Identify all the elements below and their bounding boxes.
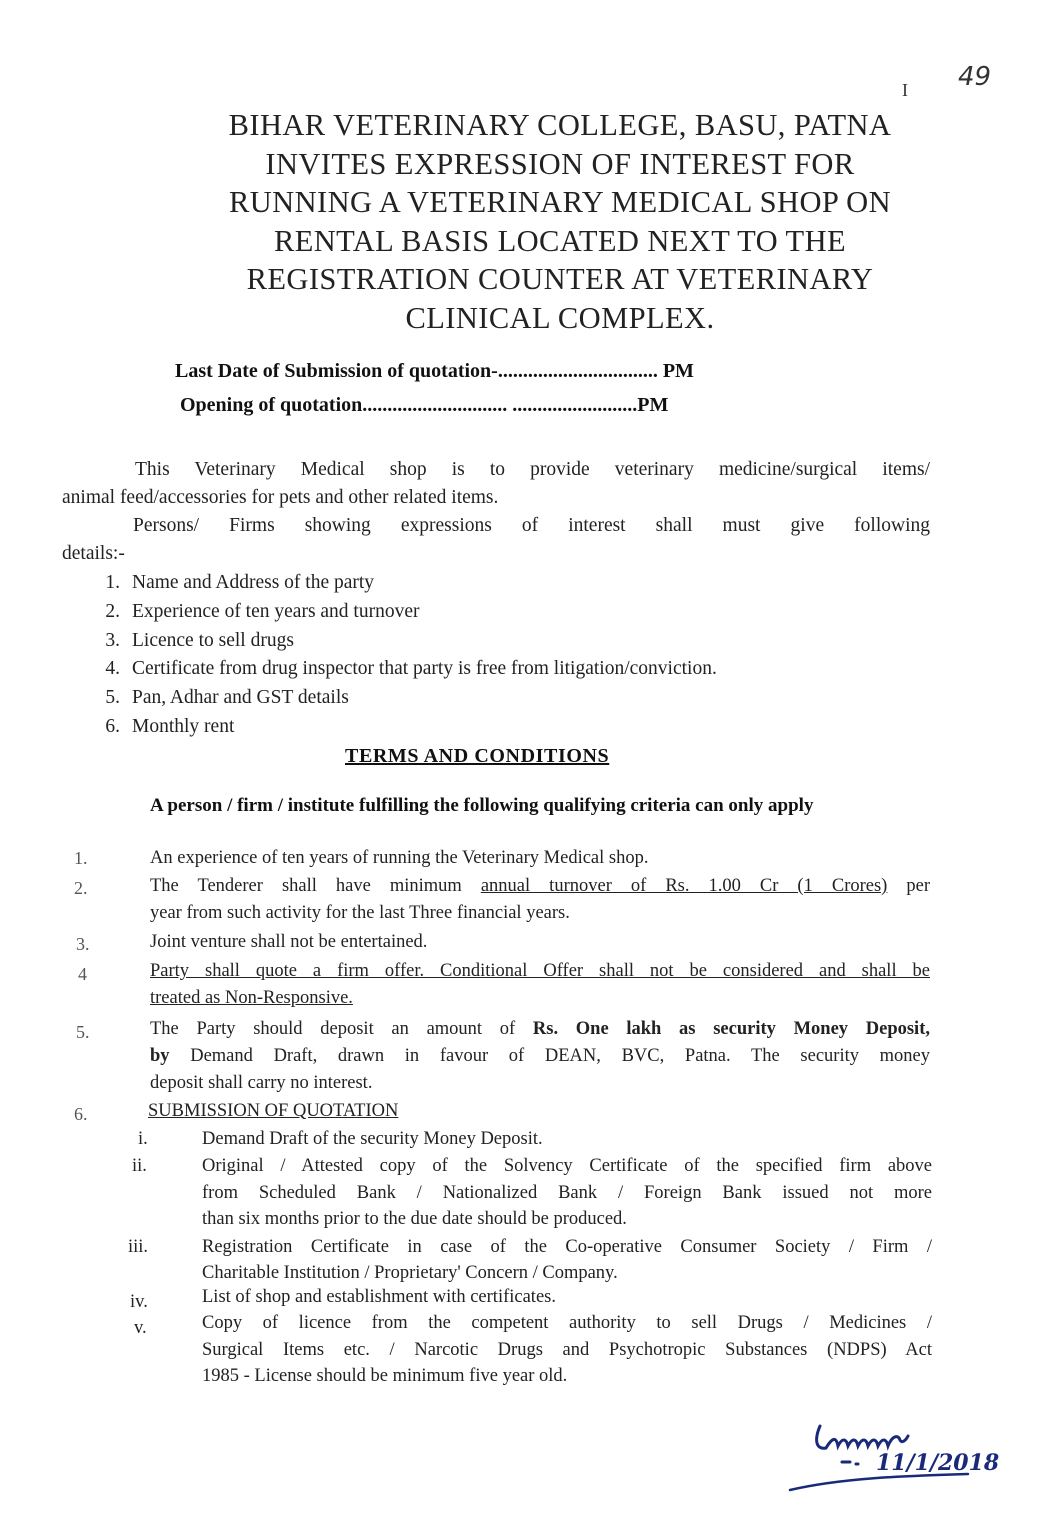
term-text: An experience of ten years of running the Veterinary Medical shop. [150,848,649,868]
term-number: 2. [74,878,88,898]
item-number: 4. [105,658,120,679]
item-text: Pan, Adhar and GST details [132,687,349,708]
intro-para2-line1: Persons/ Firms showing expressions of interest shall must give following [133,515,930,536]
intro-para2-line2: details:- [62,543,125,564]
term-text: Joint venture shall not be entertained. [150,932,428,952]
submission-text: Original / Attested copy of the Solvency Certificate of the specified firm above [202,1156,932,1176]
submission-number: iv. [130,1292,148,1312]
term-number: 4 [78,964,87,984]
term-text-line2: treated as Non-Responsive. [150,988,353,1008]
item-text: Monthly rent [132,716,235,737]
submission-text: Charitable Institution / Proprietary' Concern / Company. [202,1263,618,1283]
title-line: RUNNING A VETERINARY MEDICAL SHOP ON [229,185,891,219]
submission-number: ii. [132,1156,147,1176]
details-list-item [90,658,717,680]
details-list-item [90,572,374,594]
signature-date: 11/1/2018 [876,1450,1000,1476]
submission-text: List of shop and establishment with certificates. [202,1287,556,1307]
item-text: Experience of ten years and turnover [132,601,420,622]
item-number: 6. [105,716,120,737]
criteria-intro: A person / firm / institute fulfilling the following qualifying criteria can only apply [150,795,814,816]
page-number: 49 [958,62,992,92]
term-text: Party shall quote a firm offer. Conditional Offer shall not be considered and shall be [150,961,930,981]
title-line: CLINICAL COMPLEX. [405,300,715,335]
term-text [150,873,930,900]
term-text [150,1016,930,1043]
last-date-line: Last Date of Submission of quotation-................................ PM [175,360,694,382]
term-text-line2: year from such activity for the last Three financial years. [150,903,570,923]
term-text-pre: The Party should deposit an amount of [150,1019,533,1039]
deposit-bold: Rs. One lakh as security Money Deposit, [532,1019,930,1039]
submission-text: Demand Draft of the security Money Deposit. [202,1129,543,1149]
details-list-item [90,716,234,738]
item-number: 1. [105,572,120,593]
turnover-underlined: annual turnover of Rs. 1.00 Cr (1 Crores) [480,876,888,896]
submission-text: Registration Certificate in case of the Co-operative Consumer Society / Firm / [202,1237,932,1257]
item-number: 2. [105,601,120,622]
handwritten-signature [782,1418,1000,1518]
intro-para1-line1: This Veterinary Medical shop is to provide veterinary medicine/surgical items/ [135,459,930,480]
item-text: Name and Address of the party [132,572,375,593]
item-number: 5. [105,687,120,708]
document-title [160,106,960,337]
terms-heading: TERMS AND CONDITIONS [345,745,610,767]
item-text: Certificate from drug inspector that party is free from litigation/conviction. [132,658,717,679]
submission-text: Copy of licence from the competent authority to sell Drugs / Medicines / [202,1313,932,1333]
details-list-item [90,687,349,709]
item-number: 3. [105,630,120,651]
term-number: 3. [76,934,90,954]
item-text: Licence to sell drugs [132,630,294,651]
opening-date-line: Opening of quotation............................. .........................PM [180,394,669,416]
page-mark: I [902,80,908,100]
intro-para1-line2: animal feed/accessories for pets and other related items. [62,487,499,508]
term-text-pre: The Tenderer shall have minimum [150,876,481,896]
by-bold: by [150,1046,170,1066]
title-line: BIHAR VETERINARY COLLEGE, BASU, PATNA [228,108,892,142]
term-number: 1. [74,848,88,868]
term-text-line2 [150,1043,930,1070]
details-list-item [90,601,420,623]
submission-number: iii. [128,1237,149,1257]
submission-text: than six months prior to the due date should be produced. [202,1209,627,1229]
title-line: REGISTRATION COUNTER AT VETERINARY [246,262,874,296]
term-number: 5. [76,1022,90,1042]
details-list-item [90,630,294,652]
submission-text: Surgical Items etc. / Narcotic Drugs and Psychotropic Substances (NDPS) Act [202,1340,932,1360]
submission-number: i. [138,1129,148,1149]
term-text-line3: deposit shall carry no interest. [150,1073,373,1093]
submission-text: 1985 - License should be minimum five year old. [202,1366,568,1386]
term-number: 6. [74,1104,88,1124]
submission-heading: SUBMISSION OF QUOTATION [148,1101,399,1121]
submission-text: from Scheduled Bank / Nationalized Bank / Foreign Bank issued not more [202,1183,932,1203]
title-line: INVITES EXPRESSION OF INTEREST FOR [265,146,855,181]
term-text-post: per [887,876,931,896]
term-text-rest: Demand Draft, drawn in favour of DEAN, BVC, Patna. The security money [169,1046,930,1066]
title-line: RENTAL BASIS LOCATED NEXT TO THE [273,223,847,258]
submission-number: v. [134,1318,147,1338]
